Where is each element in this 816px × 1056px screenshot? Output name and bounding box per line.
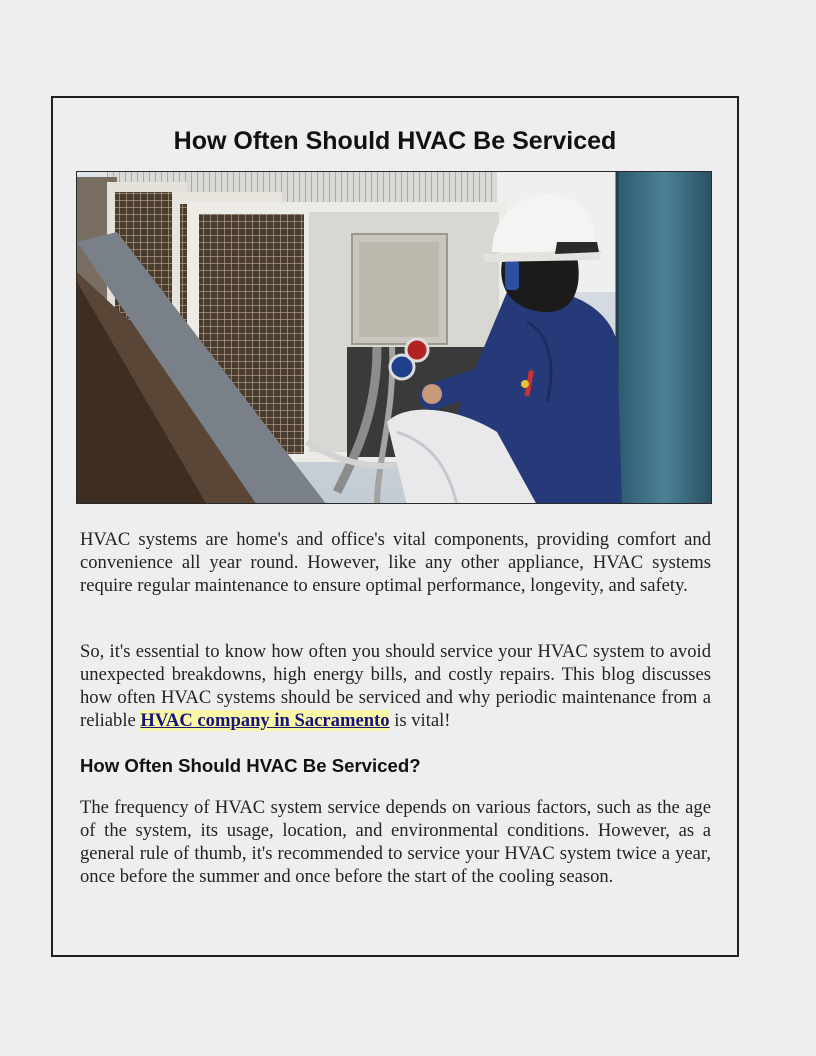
hvac-technician-photo (76, 171, 712, 504)
frequency-paragraph: The frequency of HVAC system service depends on various factors, such as the age of the system, its usage, location, and environmental conditions. However, as a general rule of thumb, it's recommended to service your HVAC system twice a year, once before the summer and once before the start of the cooling season. (80, 797, 711, 887)
section-heading: How Often Should HVAC Be Serviced? (80, 755, 421, 776)
intro-paragraph: HVAC systems are home's and office's vital components, providing comfort and convenience all year round. However, like any other appliance, HVAC systems require regular maintenance to ensure optimal performance, longevity, and safety. (80, 529, 711, 596)
purpose-text-before-link: So, it's essential to know how often you should service your HVAC system to avoid unexpected breakdowns, high energy bills, and costly repairs. This blog discusses how often HVAC systems should be serviced and why periodic maintenance from a reliable (80, 641, 711, 731)
purpose-paragraph (80, 640, 711, 732)
hvac-company-sacramento-link[interactable]: HVAC company in Sacramento (140, 710, 390, 731)
page-title: How Often Should HVAC Be Serviced (173, 127, 617, 155)
purpose-text-after-link: is vital! (389, 710, 451, 731)
